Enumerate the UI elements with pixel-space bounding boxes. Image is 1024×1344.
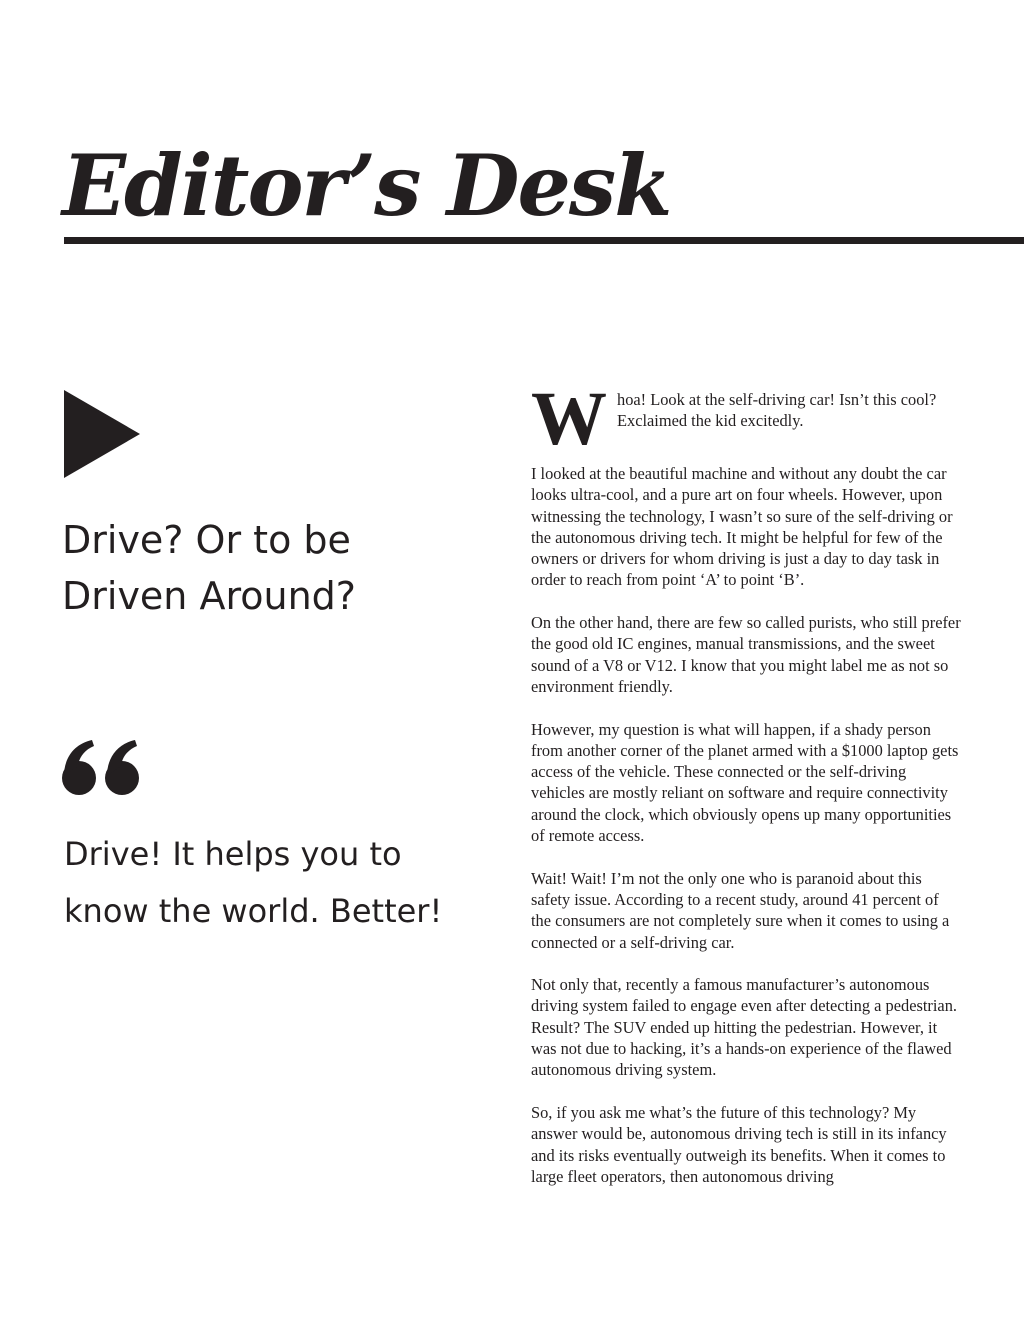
masthead-title: Editor’s Desk	[62, 136, 671, 235]
masthead-rule	[64, 237, 1024, 244]
article-paragraph: Wait! Wait! I’m not the only one who is paranoid about this safety issue. According to a recent study, around 41 percent of the consumers are not completely sure when it comes to using a connected or a self-driving car.	[531, 868, 950, 952]
article-body	[531, 377, 961, 1208]
article-headline: Drive? Or to be Driven Around?	[62, 518, 356, 618]
lead-text: hoa! Look at the self-driving car! Isn’t this cool? Exclaimed the kid excitedly.	[617, 390, 937, 431]
article-paragraph: Not only that, recently a famous manufacturer’s autonomous driving system failed to engage even after detecting a pedestrian. Result? The SUV ended up hitting the pedestrian. However, it was not due to hacking, it’s a hands-on experience of the flawed autonomous driving system.	[531, 975, 957, 1080]
article-paragraph: However, my question is what will happen, if a shady person from another corner of the planet armed with a $1000 laptop gets access of the vehicle. These connected or the self-driving vehicles are mostly reliant on software and require connectivity around the clock, which obviously opens up many opportunities of remote access.	[531, 719, 959, 846]
open-quote-icon	[62, 740, 142, 796]
article-lead-paragraph	[531, 377, 961, 461]
article-paragraph: So, if you ask me what’s the future of this technology? My answer would be, autonomous driving tech is still in its infancy and its risks eventually outweigh its benefits. When it comes to large fleet operators, then autonomous driving	[531, 1102, 947, 1186]
play-icon	[64, 390, 140, 478]
pull-quote: Drive! It helps you to know the world. Better!	[64, 835, 443, 930]
article-paragraph: On the other hand, there are few so called purists, who still prefer the good old IC engines, manual transmissions, and the sweet sound of a V8 or V12. I know that you might label me as not so environment friendly.	[531, 613, 961, 696]
drop-cap: W	[531, 377, 607, 461]
article-paragraph: I looked at the beautiful machine and without any doubt the car looks ultra-cool, and a pure art on four wheels. However, upon witnessing the technology, I wasn’t so sure of the self-driving or the autonomous driving tech. It might be helpful for few of the owners or drivers for whom driving is just a day to day task in order to reach from point ‘A’ to point ‘B’.	[531, 464, 953, 590]
